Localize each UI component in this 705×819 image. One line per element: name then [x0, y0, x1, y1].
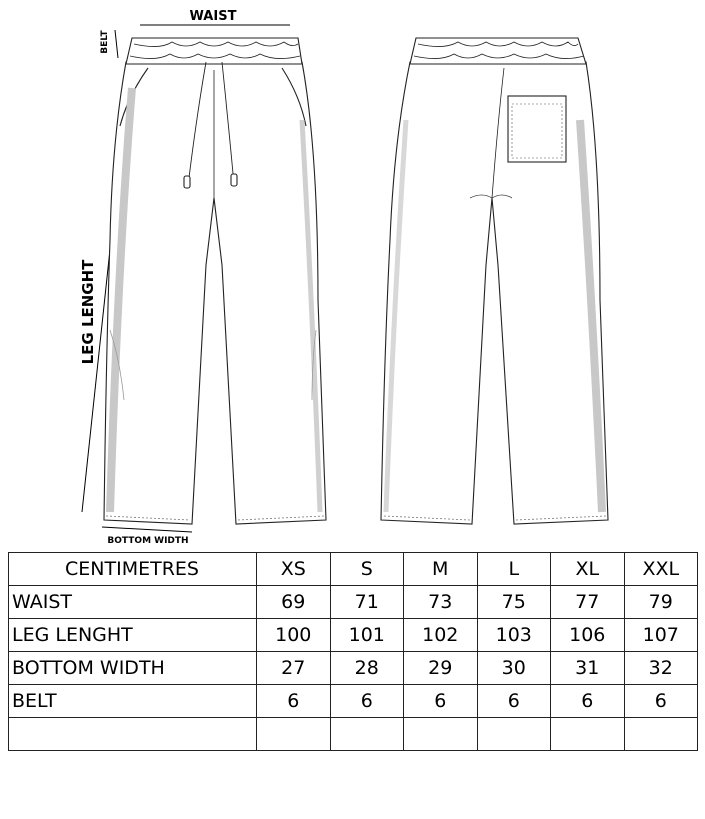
table-row	[9, 685, 698, 718]
belt-label: BELT	[100, 30, 110, 54]
row-label: WAIST	[9, 586, 257, 619]
table-row	[9, 718, 698, 751]
table-header-row	[9, 553, 698, 586]
measure-cell: 6	[477, 685, 551, 718]
measure-cell: 6	[551, 685, 625, 718]
measure-cell: 73	[404, 586, 478, 619]
measure-cell: 79	[624, 586, 698, 619]
row-label: LEG LENGHT	[9, 619, 257, 652]
measure-cell	[624, 718, 698, 751]
measure-cell: 75	[477, 586, 551, 619]
measure-cell: 28	[330, 652, 404, 685]
measure-cell: 31	[551, 652, 625, 685]
waist-label: WAIST	[189, 9, 237, 24]
measure-cell: 101	[330, 619, 404, 652]
pants-front-view	[104, 38, 326, 524]
size-header-cell: XXL	[624, 553, 698, 586]
measure-cell: 27	[257, 652, 331, 685]
measure-cell: 106	[551, 619, 625, 652]
measure-cell: 29	[404, 652, 478, 685]
size-header-cell: S	[330, 553, 404, 586]
measure-cell: 77	[551, 586, 625, 619]
measure-cell: 103	[477, 619, 551, 652]
back-pocket	[508, 96, 566, 162]
measure-cell: 6	[624, 685, 698, 718]
row-label	[9, 718, 257, 751]
measure-cell	[404, 718, 478, 751]
leg-length-label: LEG LENGHT	[79, 259, 97, 365]
measure-cell: 32	[624, 652, 698, 685]
bottom-width-label: BOTTOM WIDTH	[107, 536, 189, 546]
measure-cell: 69	[257, 586, 331, 619]
measure-cell	[477, 718, 551, 751]
measure-cell: 6	[404, 685, 478, 718]
measure-cell: 107	[624, 619, 698, 652]
measure-cell: 71	[330, 586, 404, 619]
size-header-cell: M	[404, 553, 478, 586]
measure-cell: 30	[477, 652, 551, 685]
table-row	[9, 586, 698, 619]
measure-cell: 102	[404, 619, 478, 652]
measure-cell: 100	[257, 619, 331, 652]
measure-cell: 6	[257, 685, 331, 718]
belt-measure-line	[115, 30, 118, 58]
row-label: BELT	[9, 685, 257, 718]
measure-cell: 6	[330, 685, 404, 718]
table-row	[9, 652, 698, 685]
measure-cell	[330, 718, 404, 751]
measure-cell	[257, 718, 331, 751]
measure-cell	[551, 718, 625, 751]
bottom-width-measure-line	[102, 527, 192, 532]
table-header-corner: CENTIMETRES	[9, 553, 257, 586]
table-row	[9, 619, 698, 652]
size-header-cell: XL	[551, 553, 625, 586]
size-header-cell: XS	[257, 553, 331, 586]
size-header-cell: L	[477, 553, 551, 586]
row-label: BOTTOM WIDTH	[9, 652, 257, 685]
pants-back-view	[381, 38, 608, 524]
size-chart-table	[8, 552, 698, 751]
